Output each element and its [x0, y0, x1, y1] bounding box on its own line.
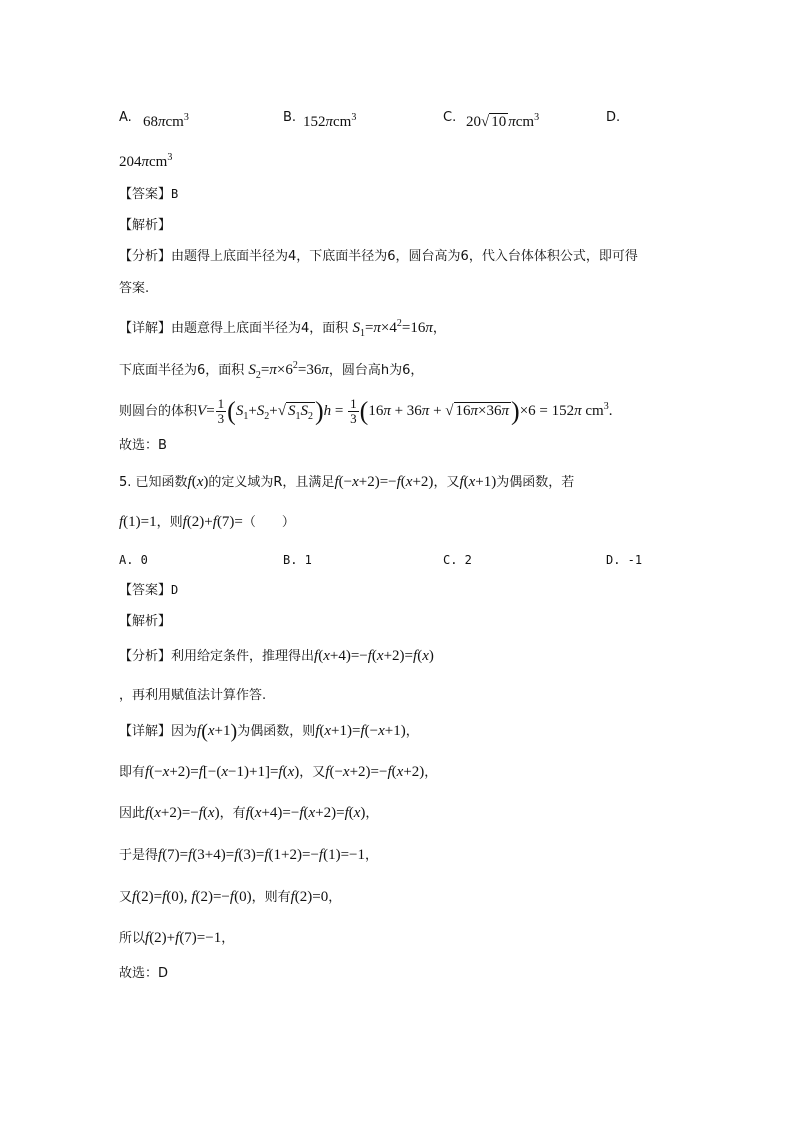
q4-xiangjie-1: 【详解】由题意得上底面半径为4，面积 $S_1=\pi\times 4^2=16\pi$，	[119, 318, 446, 339]
fenxi-tag: 【分析】	[119, 249, 172, 264]
q4-xiangjie-2	[119, 356, 423, 386]
q5-xiangjie-2: 即有f(−x+2)=f[−(x−1)+1]=f(x)，又f(−x+2)=−f(x+2)，	[119, 764, 438, 780]
xj2-text-b: ，圆台高h为6，	[328, 363, 424, 378]
q5-option-c: C. 2	[443, 553, 472, 567]
q4-option-c: 20√ 10 πcm$^3$	[466, 112, 540, 130]
q5-stem-1: 5. 已知函数f(x)的定义域为R，且满足f(−x+2)=−f(x+2)，又f(x+1)为偶函数，若	[119, 474, 575, 490]
q4-xiangjie-3	[119, 392, 612, 432]
q5-options-row	[0, 550, 794, 570]
xj2-math: $S_2=\pi\times 6^2=36\pi$	[248, 360, 329, 381]
q5-xiangjie-3: 因此f(x+2)=−f(x)，有f(x+4)=−f(x+2)=f(x)，	[119, 805, 379, 821]
q5-xiangjie-5: 又f(2)=f(0), f(2)=−f(0)，则有f(2)=0，	[119, 889, 342, 905]
xiangjie-tag: 【详解】	[119, 724, 172, 739]
fenxi-text: 由题得上底面半径为4，下底面半径为6，圆台高为6，代入台体体积公式，即可得	[171, 249, 638, 264]
xiangjie-tag: 【详解】	[119, 321, 172, 336]
q4-analysis-heading: 【解析】	[119, 218, 172, 233]
q5-analysis-heading: 【解析】	[119, 614, 172, 629]
q4-fenxi-cont: 答案.	[119, 281, 150, 296]
q4-fenxi	[119, 247, 638, 267]
q5-option-d: D. -1	[606, 553, 643, 567]
q4-answer	[119, 184, 178, 205]
q4-option-b-label: B.	[283, 110, 297, 125]
answer-tag: 【答案】	[119, 187, 172, 202]
q4-options-row	[0, 108, 794, 130]
q4-option-d: 204πcm$^3$	[119, 152, 173, 170]
xj1-text: 由题意得上底面半径为4，面积	[171, 321, 349, 336]
q5-fenxi: 【分析】利用给定条件，推理得出f(x+4)=−f(x+2)=f(x)	[119, 648, 434, 664]
answer-value: D	[171, 583, 179, 597]
answer-tag: 【答案】	[119, 583, 172, 598]
q4-option-c-label: C.	[443, 110, 457, 125]
xj3-text: 则圆台的体积	[119, 404, 198, 419]
q5-xiangjie-4: 于是得f(7)=f(3+4)=f(3)=f(1+2)=−f(1)=−1，	[119, 847, 379, 863]
xj2-text-a: 下底面半径为6，面积	[119, 363, 245, 378]
q5-conclusion: 故选：D	[119, 966, 169, 981]
q4-option-a: 68πcm$^3$	[143, 112, 189, 130]
answer-value: B	[171, 187, 179, 201]
q4-conclusion: 故选：B	[119, 438, 167, 453]
fenxi-tag: 【分析】	[119, 649, 172, 664]
q5-answer	[119, 580, 178, 601]
q4-option-d-label: D.	[606, 110, 621, 125]
q4-option-b: 152πcm$^3$	[303, 112, 357, 130]
q5-xiangjie-6: 所以f(2)+f(7)=−1，	[119, 930, 235, 946]
q5-xiangjie-1: 【详解】因为f(x+1)为偶函数，则f(x+1)=f(−x+1)，	[119, 720, 419, 743]
q5-fenxi-cont: ，再利用赋值法计算作答.	[119, 688, 267, 703]
q5-option-b: B. 1	[283, 553, 312, 567]
xj1-math: $S_1=\pi\times 4^2=16\pi$	[352, 318, 433, 339]
xj3-math: V= $\frac{1}{3}$ ($S_1+S_2+√$ $S_1S_2)h$ = $\frac{1}{3}$ (16π + 36π + √ 16π×36π)×6 = 152π $cm^3$.	[197, 396, 613, 427]
q5-option-a: A. 0	[119, 553, 148, 567]
q4-option-a-label: A.	[119, 110, 132, 125]
q5-stem-2: f(1)=1，则f(2)+f(7)=（ ）	[119, 514, 295, 530]
